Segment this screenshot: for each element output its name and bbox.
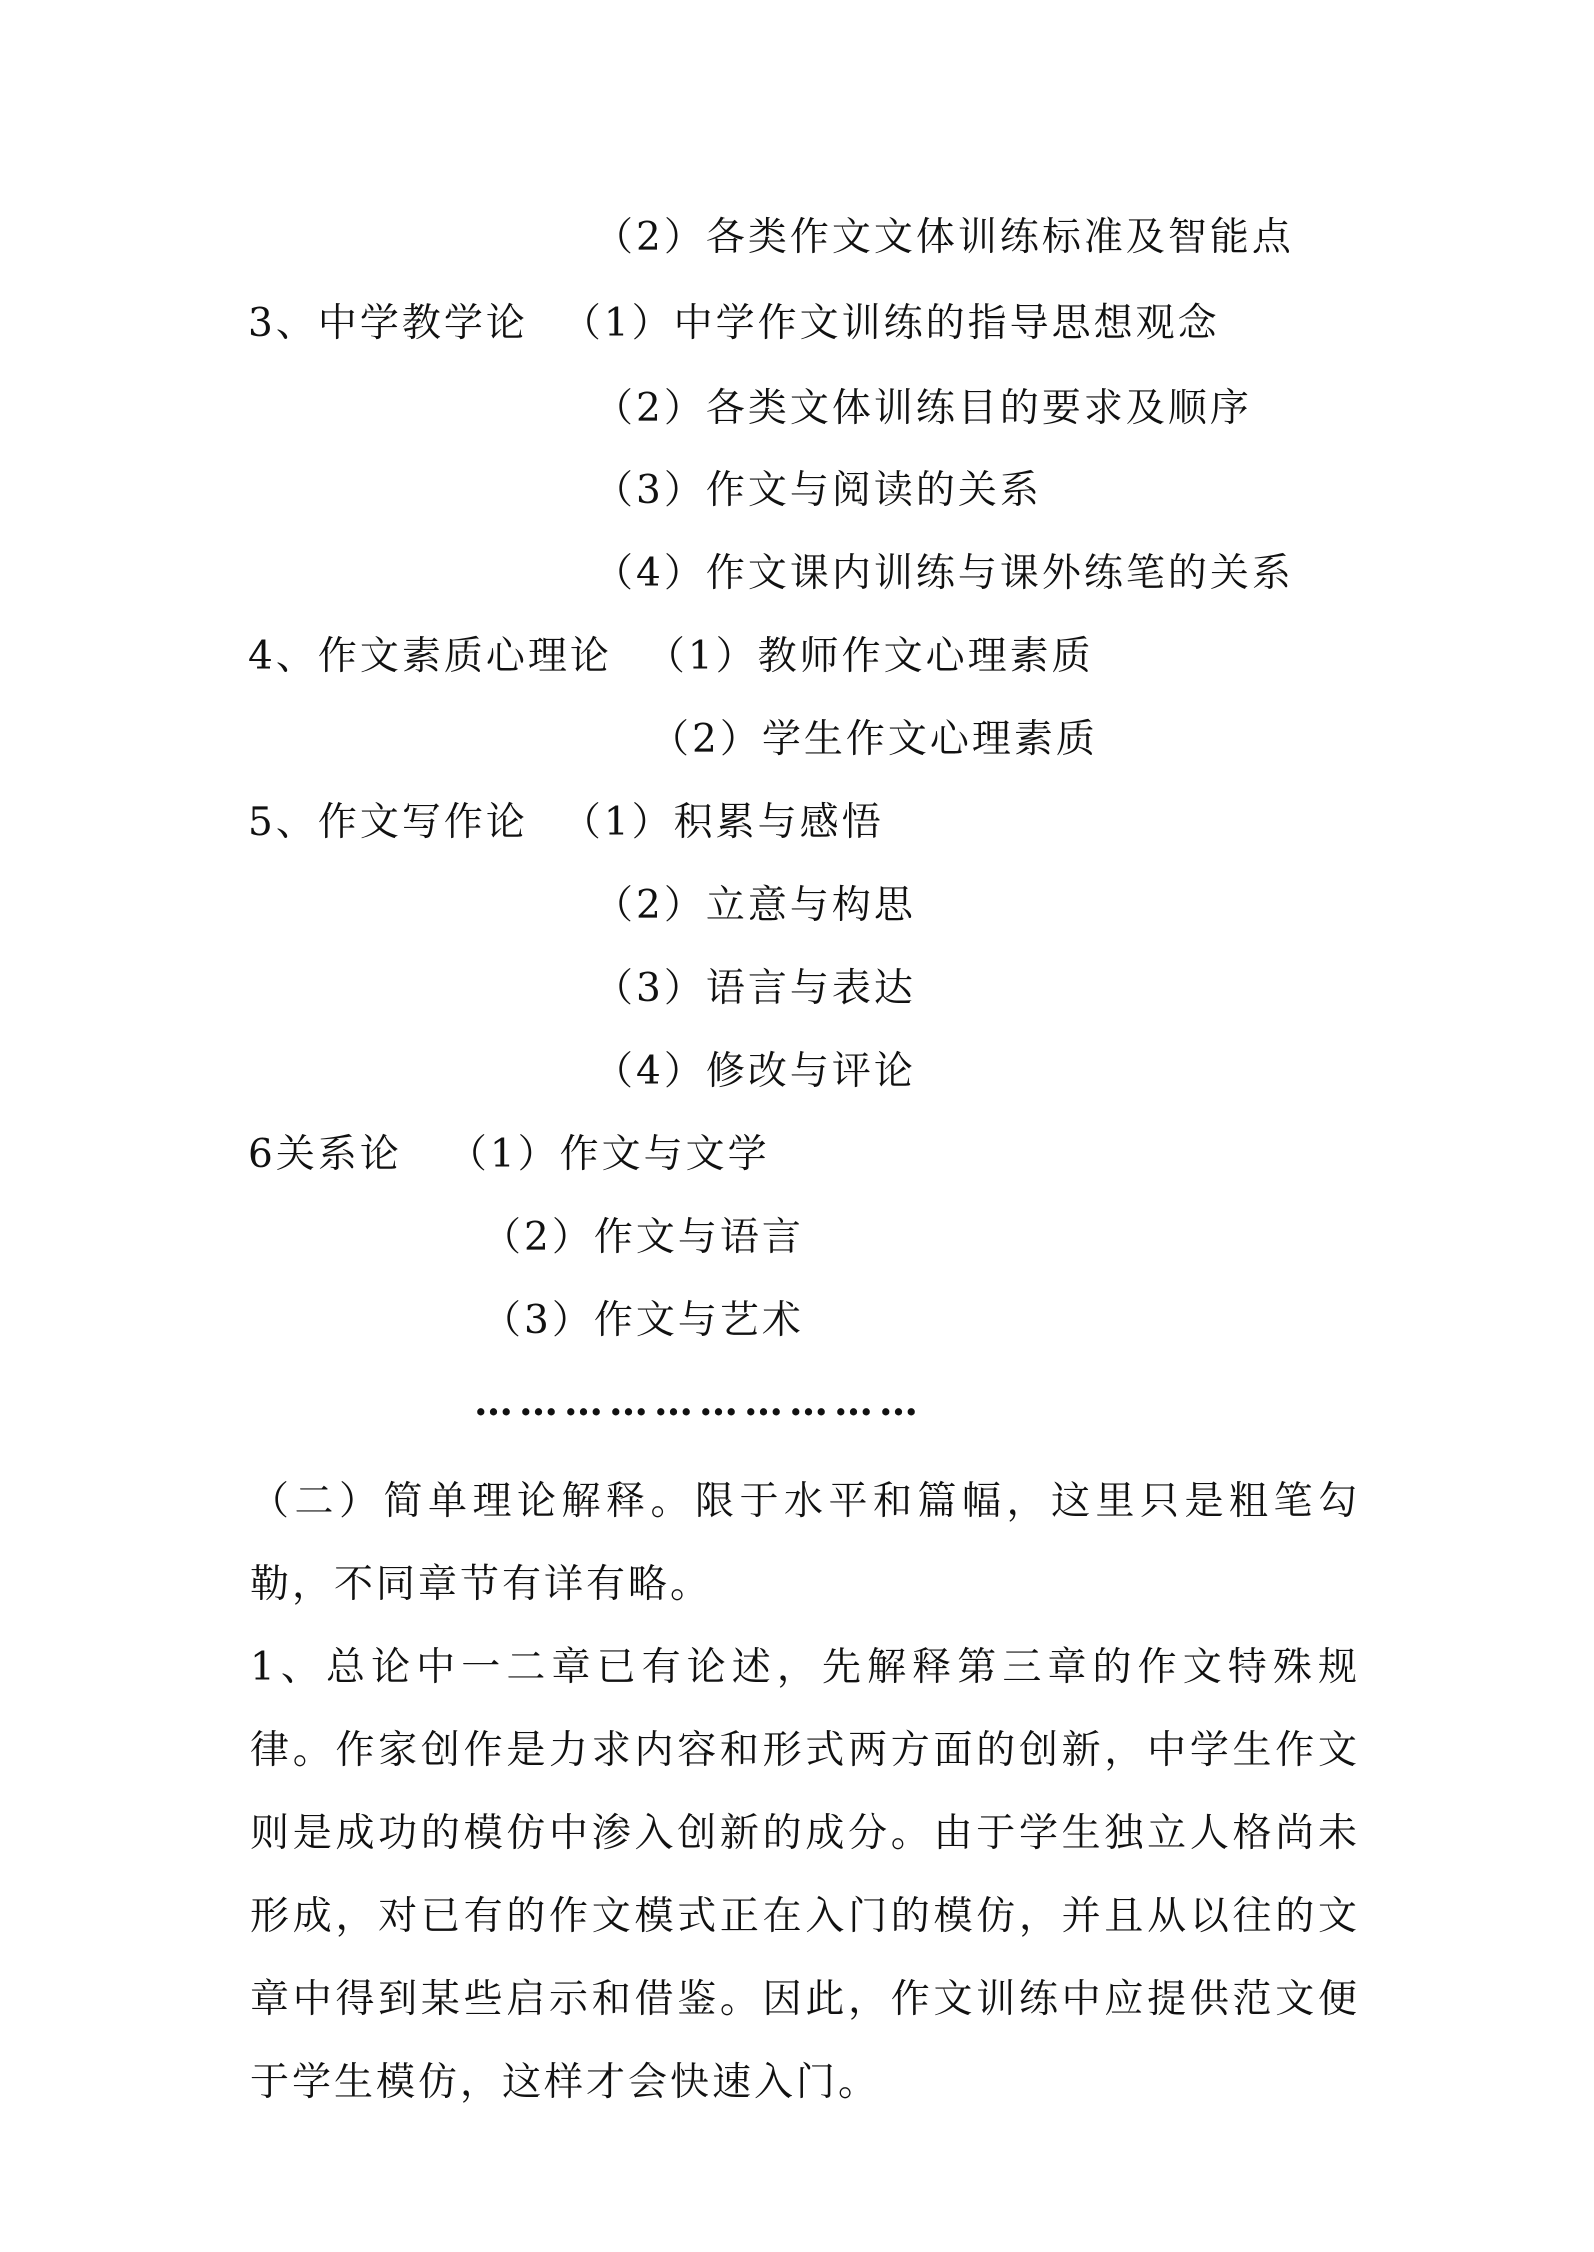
section-5-item-3: （3）语言与表达 [594,966,916,1011]
section-6-title: 6关系论 [248,1132,402,1177]
section-3-item-3: （3）作文与阅读的关系 [594,468,1042,513]
outline-section-4 [248,631,1094,683]
ellipsis-line: ………………………… [474,1379,924,1425]
section-3-title: 3、中学教学论 [248,301,528,346]
section-3-item-4: （4）作文课内训练与课外练笔的关系 [594,551,1294,596]
section-6-item-3: （3）作文与艺术 [482,1298,804,1343]
section-3-item-2: （2）各类文体训练目的要求及顺序 [594,386,1252,431]
section-6-item-1: （1）作文与文学 [447,1132,770,1177]
section-5-item-4: （4）修改与评论 [594,1049,916,1094]
section-4-item-2: （2）学生作文心理素质 [650,717,1098,762]
section-5-item-2: （2）立意与构思 [594,883,916,928]
section-5-item-1: （1）积累与感悟 [561,800,884,845]
outline-section-5 [248,797,884,849]
section-5-title: 5、作文写作论 [248,800,528,845]
section-4-item-1: （1）教师作文心理素质 [645,634,1094,679]
paragraph-theory-1: 1、总论中一二章已有论述，先解释第三章的作文特殊规律。作家创作是力求内容和形式两方面的创新，中学生作文则是成功的模仿中渗入创新的成分。由于学生独立人格尚未形成，对已有的作文模式正在入门的模仿，并且从以往的文章中得到某些启示和借鉴。因此，作文训练中应提供范文便于学生模仿，这样才会快速入门。 [250,1645,1360,2105]
outline-section-6 [248,1129,770,1181]
section-3-item-1: （1）中学作文训练的指导思想观念 [561,301,1220,346]
paragraph-theory-intro: （二）简单理论解释。限于水平和篇幅，这里只是粗笔勾勒，不同章节有详有略。 [250,1479,1360,1607]
outline-section-3 [248,298,1220,350]
section-6-item-2: （2）作文与语言 [482,1215,804,1260]
section-4-title: 4、作文素质心理论 [248,634,612,679]
outline-item-2-2: （2）各类作文文体训练标准及智能点 [594,215,1294,260]
